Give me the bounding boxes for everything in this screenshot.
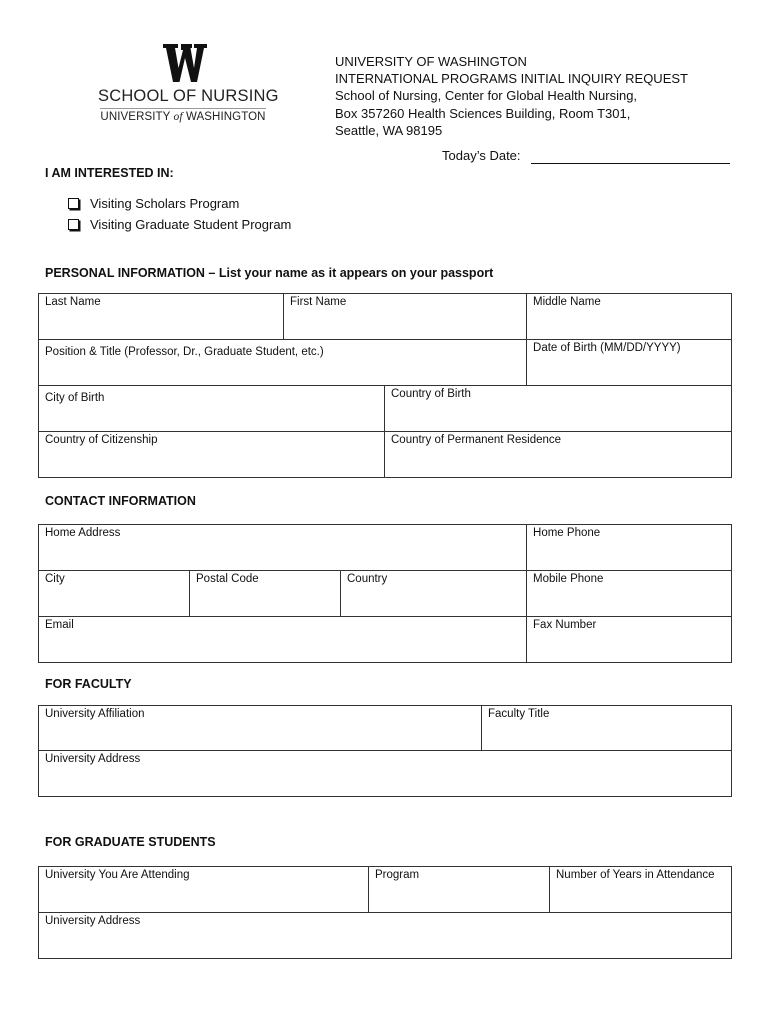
postal-code-field[interactable]: Postal Code — [190, 571, 341, 617]
faculty-table — [38, 705, 732, 797]
address-line-1: UNIVERSITY OF WASHINGTON — [335, 54, 527, 69]
logo-divider — [100, 108, 266, 109]
contact-info-title: CONTACT INFORMATION — [45, 494, 196, 508]
first-name-field[interactable]: First Name — [284, 294, 527, 340]
option-visiting-graduate[interactable] — [68, 217, 291, 232]
email-field[interactable]: Email — [39, 617, 527, 663]
country-of-birth-field[interactable]: Country of Birth — [385, 386, 732, 432]
graduate-table — [38, 866, 732, 959]
graduate-university-address-field[interactable]: University Address — [39, 913, 732, 959]
faculty-university-address-field[interactable]: University Address — [39, 751, 732, 797]
last-name-field[interactable]: Last Name — [39, 294, 284, 340]
address-line-3: School of Nursing, Center for Global Health Nursing, — [335, 88, 638, 104]
option-label: Visiting Scholars Program — [90, 196, 240, 211]
logo-university-pre: UNIVERSITY — [100, 111, 171, 123]
country-of-citizenship-field[interactable]: Country of Citizenship — [39, 432, 385, 478]
option-visiting-scholars[interactable] — [68, 196, 239, 211]
fax-number-field[interactable]: Fax Number — [527, 617, 732, 663]
logo-university-post: WASHINGTON — [185, 111, 266, 123]
mobile-phone-field[interactable]: Mobile Phone — [527, 571, 732, 617]
city-field[interactable]: City — [39, 571, 190, 617]
checkbox-icon[interactable] — [68, 198, 79, 209]
university-affiliation-field[interactable]: University Affiliation — [39, 706, 482, 751]
middle-name-field[interactable]: Middle Name — [527, 294, 732, 340]
uw-w-logo-icon — [163, 44, 207, 82]
personal-info-title: PERSONAL INFORMATION – List your name as it appears on your passport — [45, 266, 494, 280]
todays-date-label: Today’s Date: — [442, 148, 521, 163]
country-of-residence-field[interactable]: Country of Permanent Residence — [385, 432, 732, 478]
years-in-attendance-field[interactable]: Number of Years in Attendance — [550, 867, 732, 913]
university-attending-field[interactable]: University You Are Attending — [39, 867, 369, 913]
logo-university — [98, 111, 268, 123]
address-line-2: INTERNATIONAL PROGRAMS INITIAL INQUIRY REQUEST — [335, 71, 688, 87]
logo-school-name: SCHOOL OF NURSING — [98, 87, 279, 105]
home-address-field[interactable]: Home Address — [39, 525, 527, 571]
graduate-title: FOR GRADUATE STUDENTS — [45, 835, 216, 849]
logo-university-of: of — [173, 111, 183, 123]
faculty-title: FOR FACULTY — [45, 677, 132, 691]
address-line-5: Seattle, WA 98195 — [335, 122, 443, 138]
todays-date-field[interactable] — [531, 163, 730, 164]
country-field[interactable]: Country — [341, 571, 527, 617]
position-title-field[interactable]: Position & Title (Professor, Dr., Graduate Student, etc.) — [39, 340, 527, 386]
home-phone-field[interactable]: Home Phone — [527, 525, 732, 571]
program-field[interactable]: Program — [369, 867, 550, 913]
checkbox-icon[interactable] — [68, 219, 79, 230]
address-line-4: Box 357260 Health Sciences Building, Room T301, — [335, 105, 631, 121]
option-label: Visiting Graduate Student Program — [90, 217, 292, 232]
header-address — [335, 53, 688, 139]
faculty-title-field[interactable]: Faculty Title — [482, 706, 732, 751]
contact-info-table — [38, 524, 732, 663]
city-of-birth-field[interactable]: City of Birth — [39, 386, 385, 432]
date-of-birth-field[interactable]: Date of Birth (MM/DD/YYYY) — [527, 340, 732, 386]
interest-title: I AM INTERESTED IN: — [45, 166, 174, 180]
personal-info-table — [38, 293, 732, 478]
